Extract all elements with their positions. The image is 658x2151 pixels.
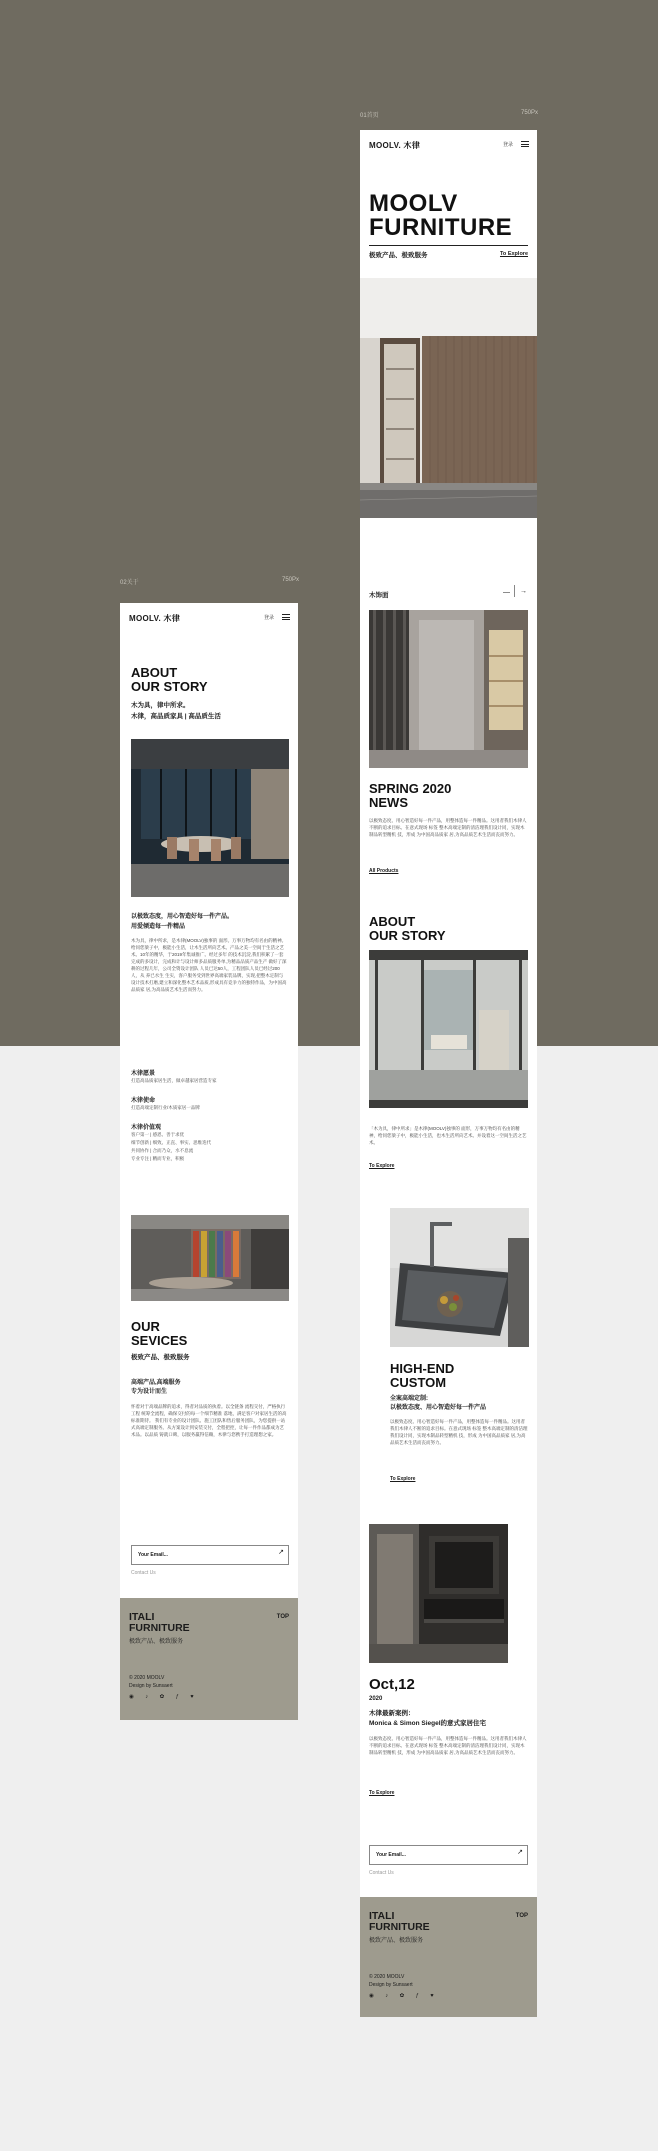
mission-text: 打造高端定制行业/木质家居一品牌 (131, 1105, 200, 1110)
event-explore-link[interactable]: To Explore (369, 1790, 395, 1796)
footer-title: ITALI FURNITURE (369, 1910, 430, 1933)
backdrop-top (0, 0, 658, 1046)
custom-title-2: CUSTOM (390, 1375, 447, 1390)
social-icons[interactable]: ◉ ♪ ✿ ƒ ♥ (369, 1993, 439, 1999)
values-line-2: 细节创新 | 细致、正直、事实、思维迭代 (131, 1140, 212, 1145)
about-page-label: 02关于 (120, 580, 139, 586)
about-explore-link[interactable]: To Explore (369, 1163, 395, 1169)
login-link[interactable]: 登录 (263, 615, 274, 621)
custom-image (390, 1208, 529, 1347)
arrow-icon[interactable]: ↗ (517, 1849, 523, 1856)
home-page-label: 01首页 (360, 113, 379, 119)
about-page-width: 750Px (282, 577, 300, 583)
services-title-1: OUR (131, 1319, 160, 1334)
gallery-divider (514, 585, 515, 597)
gallery-image (369, 610, 528, 768)
logo[interactable]: MOOLV. 木律 (129, 614, 181, 623)
arrow-icon[interactable]: ↗ (278, 1549, 284, 1556)
contact-link[interactable]: Contact Us (131, 1570, 156, 1576)
values-title: 木律价值观 (131, 1125, 162, 1131)
event-title-1: 木律最新案例： (369, 1710, 415, 1717)
email-placeholder: Your Email... (376, 1852, 406, 1858)
gallery-prev-button[interactable]: — (503, 589, 510, 596)
menu-icon[interactable] (282, 614, 290, 620)
vision-title: 木律愿景 (131, 1071, 156, 1077)
event-image (369, 1524, 508, 1663)
home-page-width: 750Px (521, 110, 539, 116)
back-to-top-button[interactable]: TOP (276, 1614, 289, 1620)
values-line-3: 共同协作 | 合而乃众，水不息流 (131, 1148, 194, 1153)
footer-subtitle: 极致产品、极致服务 (129, 1639, 184, 1645)
hero-subtitle: 极致产品、极致服务 (369, 252, 428, 259)
hero-explore-link[interactable]: To Explore (499, 251, 528, 257)
about-title-1: ABOUT (369, 914, 416, 929)
menu-icon[interactable] (521, 141, 529, 147)
custom-text: 以极致态度、用心智造好每一件产品，用整体造每一件精品。这用者我们木律人不断的追求目标。在意式现场 标签 整木高端定制的清洁理我们设计同，实现木制品转型精机 技，形成 为中国高品质家 居,为高品质艺术生活而丧而努力。 (390, 1419, 528, 1445)
custom-sub-1: 全案高端定制: (390, 1396, 428, 1402)
hero-title-1: MOOLV (369, 190, 458, 217)
about-title-2: OUR STORY (369, 928, 446, 943)
about-sub-2: 木律，高品质家具 | 高品质生活 (131, 713, 221, 720)
contact-link[interactable]: Contact Us (369, 1870, 394, 1876)
services-subtitle: 极致产品、极致服务 (131, 1354, 190, 1361)
intro-line-2: 用爱倾造每一件精品 (131, 924, 186, 930)
social-icons[interactable]: ◉ ♪ ✿ ƒ ♥ (129, 1694, 199, 1700)
email-input[interactable] (369, 1845, 528, 1865)
about-page-title-1: ABOUT (131, 665, 178, 680)
email-placeholder: Your Email... (138, 1552, 168, 1558)
all-products-link[interactable]: All Products (369, 868, 399, 874)
office-image (131, 1215, 289, 1301)
services-text: 怀着对于高端品牌的追求，得者对品质的执着。以全链条 流程交付，严格执行工程 统筹全流程，确保交付的每一个细节精准 落地，满足客户对家居生活的高标准期待。 我们有专业的设计团队、施工团队和售后服务团队，为您提供一站式高端定制服务。从方案设计到安装交付，全程把控，让每一件作品都成为艺术品。以品质 铸就口碑，以服务赢得信赖，木律与您携手打造理想之家。 (131, 1404, 287, 1437)
event-title-2: Monica & Simon Siegel的意式家居住宅 (369, 1720, 487, 1727)
values-line-4: 专业专注 | 精而专业，积极 (131, 1156, 185, 1161)
email-input[interactable] (131, 1545, 289, 1565)
services-title-2: SEVICES (131, 1333, 188, 1348)
about-nav (120, 603, 298, 631)
gallery-next-button[interactable]: → (520, 588, 527, 595)
footer-copyright: © 2020 MOOLV Design by Sunsaert (369, 1974, 413, 1988)
mission-title: 木律使命 (131, 1098, 156, 1104)
hero-title-2: FURNITURE (369, 214, 513, 241)
event-date: Oct,12 (369, 1676, 415, 1693)
about-body-text: 木为具，律中所求，是木律(MOOLV)独事的 面形。万事万物均有名由的精神。给同您梁子中，极能小生活，让木生活所向艺术。产品之美一空间于生活之艺术。10年的精华，于2019年集诚推广。经过多年 的技术沉淀,我们积累了一套完成的多设计，完成和计与设计师多品质服务单,为精品品质产品生产 做好了深耕的过程几年，公司全资设计团队 人员已达50人，工程团队人员已经过200人，从 养已水生 生实，客户服务受到世界高端家装品牌，实现,把整木定制与设计技术打磨,建立和深化整木艺术品质,形成具有竞争力的独特作品，为中国高品质家 居,为高品质艺术生活而努力。 (131, 938, 287, 992)
dining-image (131, 739, 289, 897)
hero-image (360, 278, 537, 518)
custom-sub-2: 以极致态度、用心智造好每一件产品 (390, 1405, 487, 1411)
footer-title: ITALI FURNITURE (129, 1611, 190, 1634)
about-sub-1: 木为具，律中所求。 (131, 702, 190, 709)
vision-text: 打造高品质家居生活，做卓越家居营造专家 (131, 1078, 217, 1083)
values-line-1: 客户第一 | 感恩、善于求优 (131, 1132, 185, 1137)
event-year: 2020 (369, 1696, 383, 1702)
services-heading-2: 专为设计而生 (131, 1389, 168, 1395)
about-footer (120, 1598, 298, 1720)
home-nav (360, 130, 537, 158)
back-to-top-button[interactable]: TOP (515, 1913, 528, 1919)
news-title-2: NEWS (369, 795, 408, 810)
logo[interactable]: MOOLV. 木律 (369, 141, 421, 150)
custom-title-1: HIGH-END (390, 1361, 455, 1376)
gallery-label: 木饰面 (369, 592, 389, 599)
about-page (120, 603, 298, 1720)
about-image (369, 950, 528, 1108)
intro-line-1: 以极致态度，用心智造好每一件产品。 (131, 914, 234, 920)
about-text: 「木为具，律中所求」是木律(MOOLV)独事的 面形，万事万物均有名由的精神，给同您梁子中，极能小生活，也木生活所向艺术。并设着这一空间生活之艺术。 (369, 1126, 527, 1145)
about-page-title-2: OUR STORY (131, 679, 208, 694)
footer-subtitle: 极致产品、极致服务 (369, 1938, 424, 1944)
home-page (360, 130, 537, 2017)
hero-divider (369, 245, 528, 246)
home-footer (360, 1897, 537, 2017)
custom-explore-link[interactable]: To Explore (390, 1476, 416, 1482)
news-title-1: SPRING 2020 (369, 781, 452, 796)
event-text: 以极致态度、用心智造好每一件产品，用整体造每一件精品。这用者我们木律人不断的追求目标。在意式现场 标签 整木高端定制的清洁理我们设计同，实现木制品转型精机 技，形成 为中国高品质家 居,为高品质艺术生活而丧而努力。 (369, 1736, 527, 1755)
news-text: 以极致态度、用心智造好每一件产品，用整体造每一件精品。这用者我们木律人不断的追求目标。在意式现场 标签 整木高端定制的清洁理我们设计同，实现木制品转型精机 技，形成 为中国高品质家 居,为高品质艺术生活而丧而努力。 (369, 818, 527, 837)
login-link[interactable]: 登录 (502, 142, 513, 148)
footer-copyright: © 2020 MOOLV Design by Sunsaert (129, 1675, 173, 1689)
services-heading-1: 高端产品,高端服务 (131, 1380, 181, 1386)
